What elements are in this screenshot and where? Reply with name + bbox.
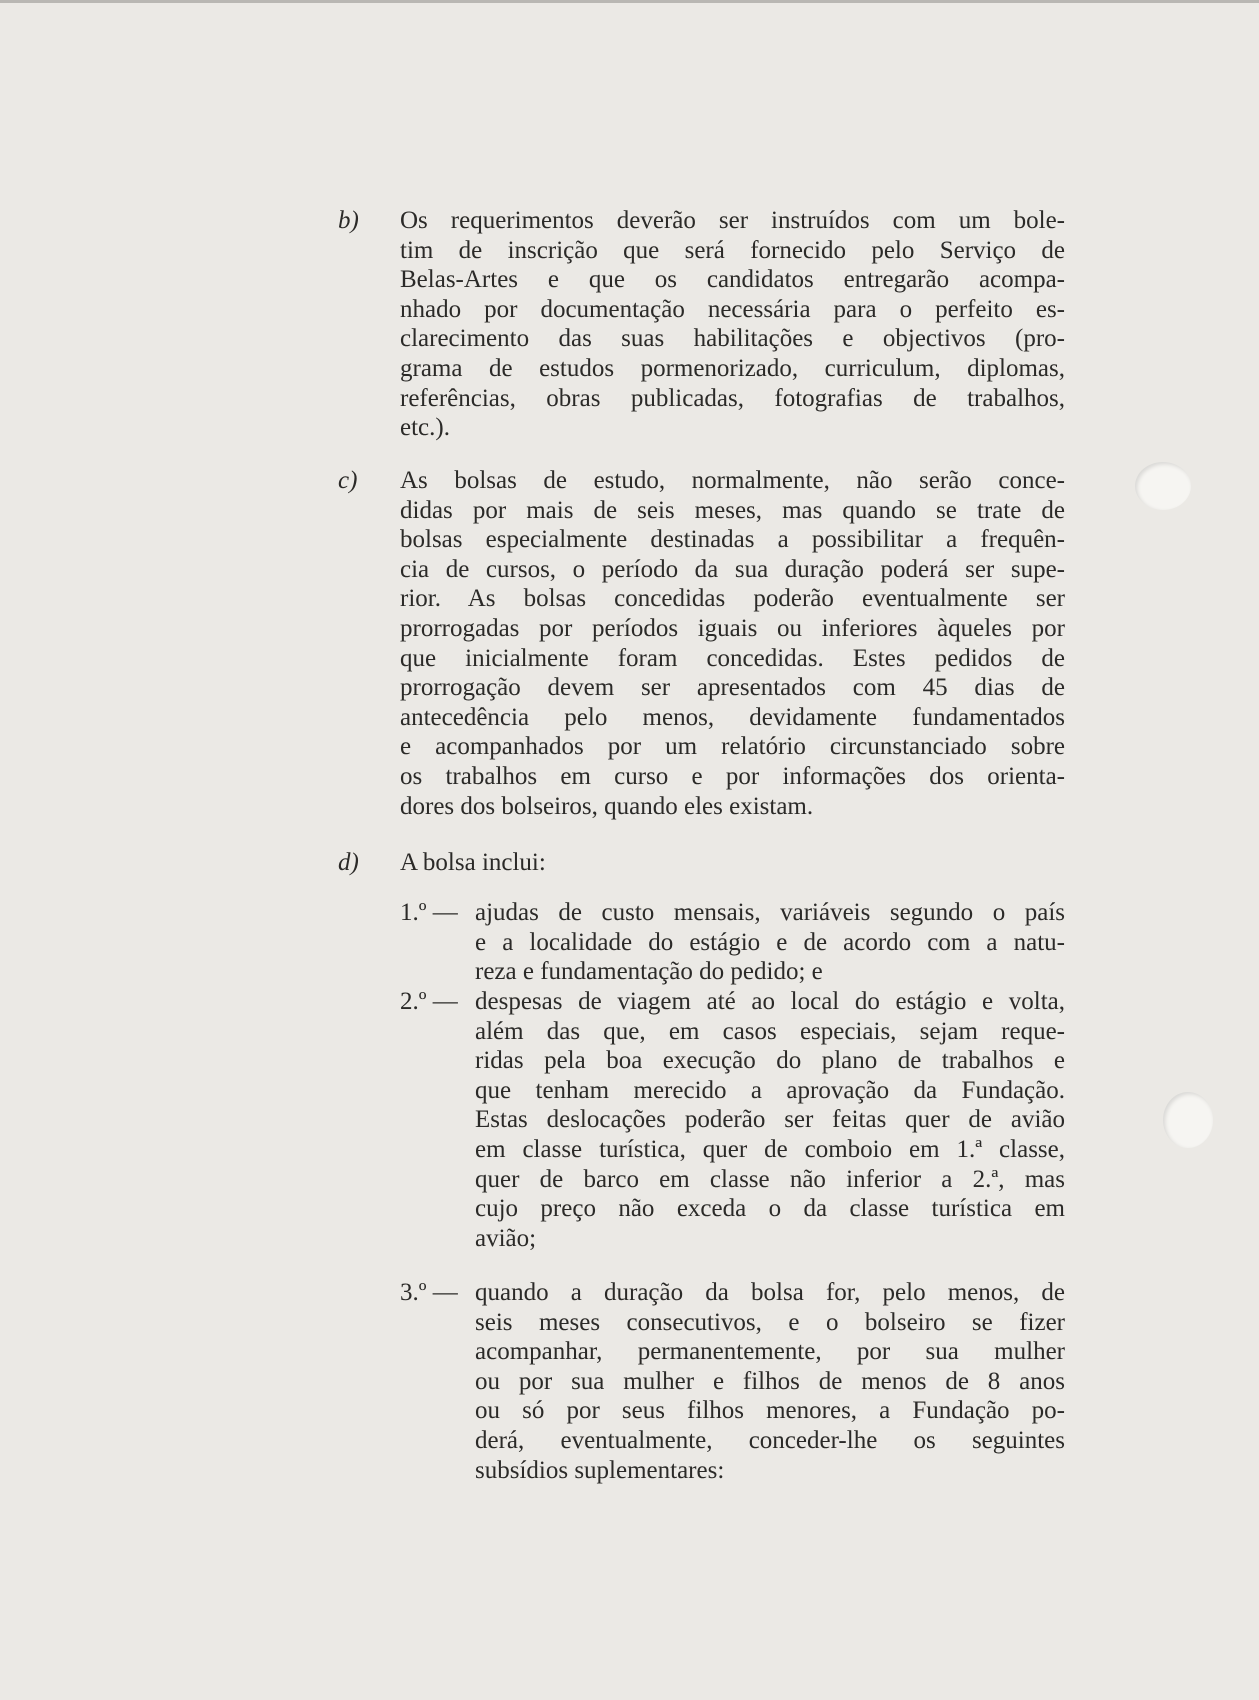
text-line: ou só por seus filhos menores, a Fundação po- (475, 1397, 1065, 1425)
text-line: despesas de viagem até ao local do estágio e volta, (475, 988, 1065, 1015)
sub-item-marker: 1.º — (400, 899, 458, 926)
clause-marker: c) (338, 467, 358, 494)
text-line: dores dos bolseiros, quando eles existam. (400, 792, 814, 820)
text-line: subsídios suplementares: (475, 1456, 725, 1484)
clause-intro: A bolsa inclui: (400, 849, 546, 876)
text-line: ridas pela boa execução do plano de trabalhos e (475, 1047, 1065, 1075)
text-line: Belas-Artes e que os candidatos entregarão acompa- (400, 266, 1065, 294)
text-line: que tenham merecido a aprovação da Fundação. (475, 1076, 1065, 1104)
punch-hole (1135, 462, 1191, 510)
text-line: rior. As bolsas concedidas poderão eventualmente ser (400, 585, 1065, 613)
text-line: reza e fundamentação do pedido; e (475, 958, 823, 986)
text-line: que inicialmente foram concedidas. Estes pedidos de (400, 644, 1065, 672)
text-line: e a localidade do estágio e de acordo com a natu- (475, 928, 1065, 956)
text-line: As bolsas de estudo, normalmente, não serão conce- (400, 467, 1065, 494)
text-line: avião; (475, 1224, 537, 1252)
clause-marker: b) (338, 207, 359, 234)
clause-text (400, 848, 1065, 878)
text-line: além das que, em casos especiais, sejam reque- (475, 1017, 1065, 1045)
clause-marker: d) (338, 849, 359, 876)
text-line: tim de inscrição que será fornecido pelo Serviço de (400, 236, 1065, 264)
page-top-edge (0, 0, 1259, 3)
clause-text (400, 466, 1065, 821)
text-line: clarecimento das suas habilitações e objectivos (pro- (400, 325, 1065, 353)
text-line: cia de cursos, o período da sua duração poderá ser supe- (400, 555, 1065, 583)
text-line: Os requerimentos deverão ser instruídos com um bole- (400, 207, 1065, 234)
text-line: didas por mais de seis meses, mas quando se trate de (400, 496, 1065, 524)
text-line: prorrogação devem ser apresentados com 45 dias de (400, 674, 1065, 702)
text-line: ajudas de custo mensais, variáveis segundo o país (475, 899, 1065, 926)
text-line: prorrogadas por períodos iguais ou inferiores àqueles por (400, 614, 1065, 642)
sub-item-marker: 2.º — (400, 988, 458, 1015)
text-line: seis meses consecutivos, e o bolseiro se fizer (475, 1308, 1065, 1336)
punch-hole (1163, 1092, 1213, 1148)
text-line: bolsas especialmente destinadas a possibilitar a frequên- (400, 526, 1065, 554)
text-line: Estas deslocações poderão ser feitas quer de avião (475, 1106, 1065, 1134)
text-line: derá, eventualmente, conceder-lhe os seguintes (475, 1426, 1065, 1454)
text-line: os trabalhos em curso e por informações dos orienta- (400, 762, 1065, 790)
text-line: antecedência pelo menos, devidamente fundamentados (400, 703, 1065, 731)
text-line: ou por sua mulher e filhos de menos de 8 anos (475, 1367, 1065, 1395)
text-line: quando a duração da bolsa for, pelo menos, de (475, 1279, 1065, 1306)
text-line: etc.). (400, 414, 450, 442)
text-line: e acompanhados por um relatório circunstanciado sobre (400, 733, 1065, 761)
text-line: quer de barco em classe não inferior a 2.ª, mas (475, 1165, 1065, 1193)
clause-text (400, 206, 1065, 443)
sub-item-text (475, 898, 1065, 987)
text-line: acompanhar, permanentemente, por sua mulher (475, 1338, 1065, 1366)
text-line: grama de estudos pormenorizado, curriculum, diplomas, (400, 354, 1065, 382)
sub-item-text (475, 987, 1065, 1253)
sub-item-text (475, 1278, 1065, 1485)
text-line: cujo preço não exceda o da classe turística em (475, 1195, 1065, 1223)
sub-item-marker: 3.º — (400, 1279, 458, 1306)
text-line: referências, obras publicadas, fotografias de trabalhos, (400, 384, 1065, 412)
text-line: nhado por documentação necessária para o perfeito es- (400, 295, 1065, 323)
text-line: em classe turística, quer de comboio em 1.ª classe, (475, 1135, 1065, 1163)
